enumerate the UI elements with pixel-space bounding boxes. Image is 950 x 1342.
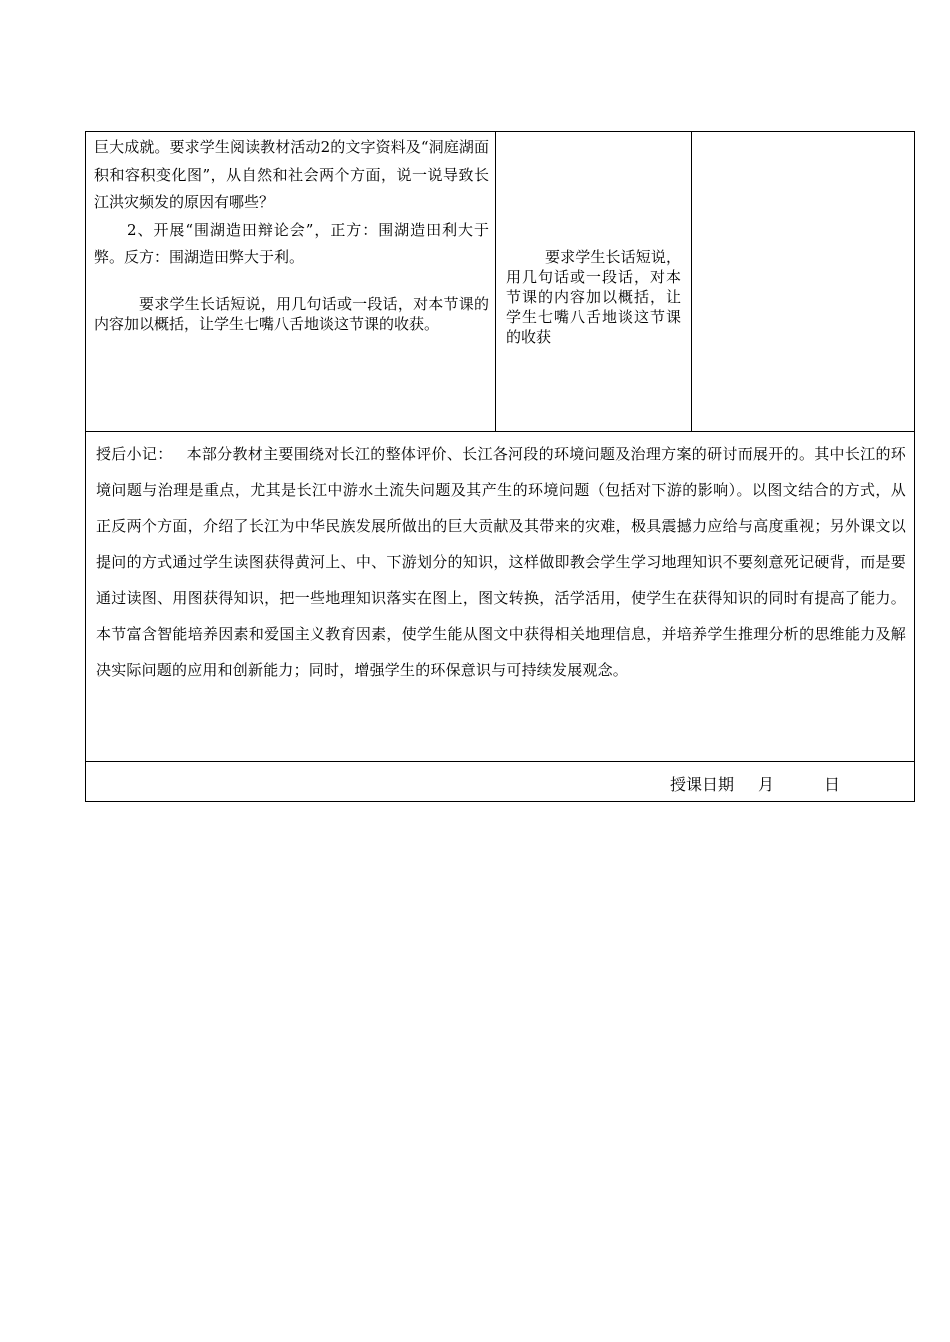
teaching-date-cell [86,762,915,802]
student-activity-text: 要求学生长话短说，用几句话或一段话，对本节课的内容加以概括，让学生七嘴八舌地谈这节课的收获 [506,248,681,346]
debate-paragraph: 2、开展“围湖造田辩论会”，正方：围湖造田利大于弊。反方：围湖造田弊大于利。 [94,220,489,266]
date-label: 授课日期 [669,775,734,794]
post-lesson-notes-cell [86,432,915,762]
notes-column-cell [692,132,915,432]
notes-text: 本部分教材主要围绕对长江的整体评价、长江各河段的环境问题及治理方案的研讨而展开的。其中长江的环境问题与治理是重点，尤其是长江中游水土流失问题及其产生的环境问题（包括对下游的影响）。以图文结合的方式，从正反两个方面，介绍了长江为中华民族发展所做出的巨大贡献及其带来的灾难，极具震撼力应给与高度重视；另外课文以提问的方式通过学生读图获得黄河上、中、下游划分的知识，这样做即教会学生学习地理知识不要刻意死记硬背，而是要通过读图、用图获得知识，把一些地理知识落实在图上，图文转换，活学活用，使学生在获得知识的同时有提高了能力。本节富含智能培养因素和爱国主义教育因素，使学生能从图文中获得相关地理信息，并培养学生推理分析的思维能力及解决实际问题的应用和创新能力；同时，增强学生的环保意识与可持续发展观念。 [96,445,906,679]
activity-row [86,132,915,432]
date-row [86,762,915,802]
teaching-date [670,772,840,795]
notes-label: 授后小记： [96,445,173,463]
reflection-row [86,432,915,762]
activity-paragraph: 巨大成就。要求学生阅读教材活动2的文字资料及“洞庭湖面积和容积变化图”，从自然和社会两个方面，说一说导致长江洪灾频发的原因有哪些？ [94,138,489,211]
summary-paragraph: 要求学生长话短说，用几句话或一段话，对本节课的内容加以概括，让学生七嘴八舌地谈这节课的收获。 [94,294,489,333]
teaching-process-cell [86,132,496,432]
student-activity-cell [496,132,692,432]
post-lesson-notes [96,436,906,688]
month-label: 月 [757,775,774,794]
lesson-plan-table [85,131,915,802]
day-label: 日 [823,775,840,794]
